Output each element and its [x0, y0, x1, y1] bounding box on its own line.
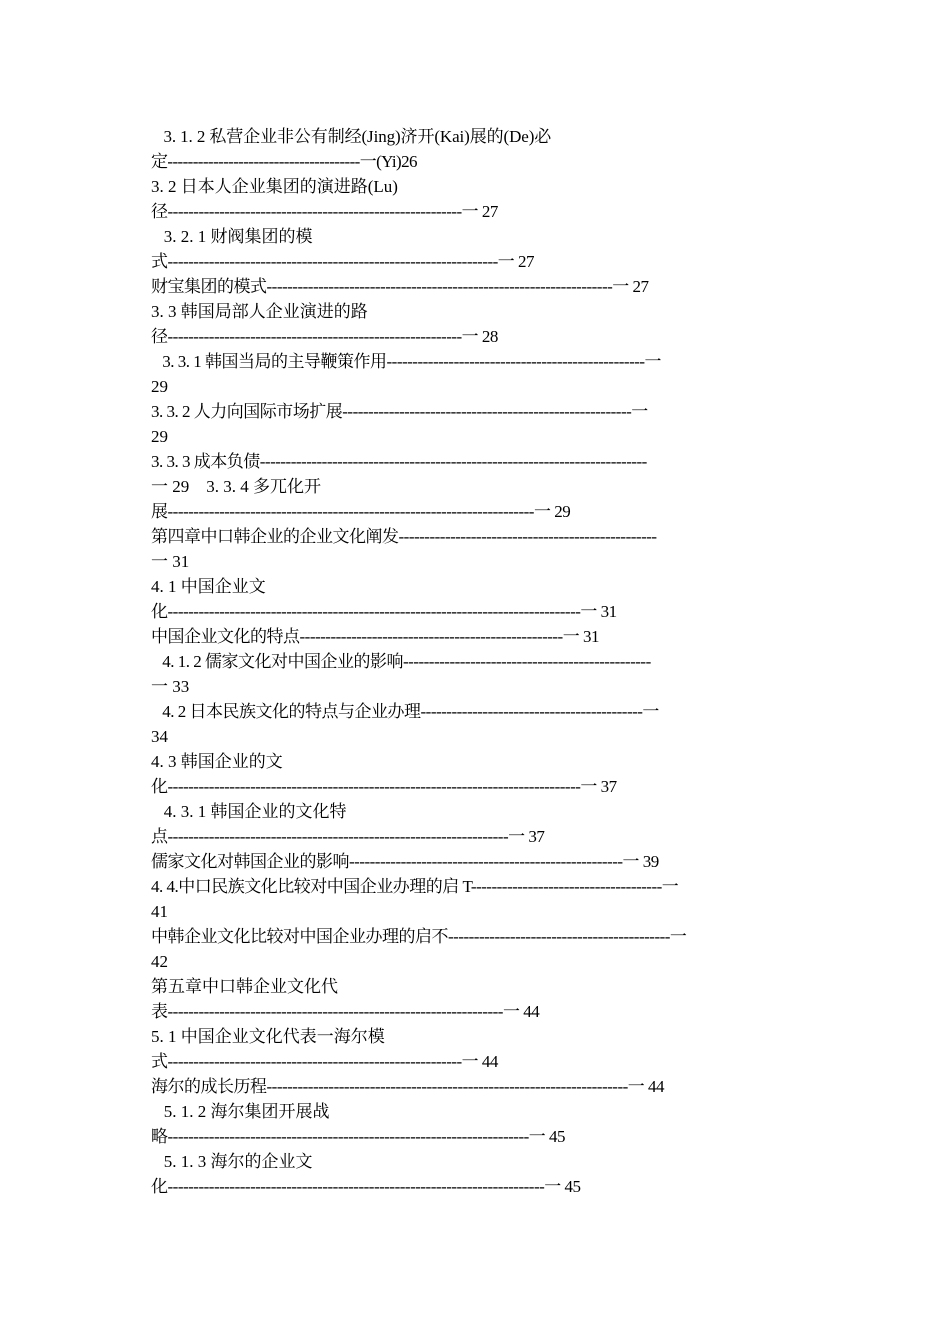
toc-line: 3. 3. 3 成本负债---------------------------------------------------------------------------	[151, 452, 647, 471]
toc-line: 5. 1 中国企业文化代表一海尔模	[151, 1027, 385, 1046]
toc-line: 财宝集团的模式-------------------------------------------------------------------一 27	[151, 277, 649, 296]
toc-line: 3. 1. 2 私营企业非公有制经(Jing)济开(Kai)展的(De)必	[151, 127, 552, 146]
toc-line: 化--------------------------------------------------------------------------------一 37	[151, 777, 617, 796]
toc-line: 4. 3 韩国企业的文	[151, 752, 283, 771]
toc-line: 4. 1 中国企业文	[151, 577, 266, 596]
toc-line: 表-----------------------------------------------------------------一 44	[151, 1002, 540, 1021]
toc-line: 略----------------------------------------------------------------------一 45	[151, 1127, 566, 1146]
toc-line: 儒家文化对韩国企业的影响-----------------------------------------------------一 39	[151, 852, 659, 871]
toc-line: 第五章中口韩企业文化代	[151, 977, 338, 996]
toc-line: 41	[151, 902, 168, 921]
toc-line: 化-------------------------------------------------------------------------一 45	[151, 1177, 581, 1196]
toc-line: 一 31	[151, 552, 190, 571]
toc-line: 径---------------------------------------------------------一 27	[151, 202, 498, 221]
toc-line: 4. 1. 2 儒家文化对中国企业的影响------------------------------------------------	[151, 652, 651, 671]
toc-line: 展-----------------------------------------------------------------------一 29	[151, 502, 571, 521]
toc-line: 点------------------------------------------------------------------一 37	[151, 827, 545, 846]
toc-line: 一 29 3. 3. 4 多兀化开	[151, 477, 321, 496]
toc-line: 海尔的成长历程----------------------------------------------------------------------一 44	[151, 1077, 665, 1096]
toc-line: 3. 3 韩国局部人企业演进的路	[151, 302, 368, 321]
toc-line: 29	[151, 377, 168, 396]
toc-line: 式----------------------------------------------------------------一 27	[151, 252, 535, 271]
toc-line: 中韩企业文化比较对中国企业办理的启不-------------------------------------------一	[151, 927, 687, 946]
toc-line: 3. 3. 2 人力向国际市场扩展--------------------------------------------------------一	[151, 402, 648, 421]
toc-line: 径---------------------------------------------------------一 28	[151, 327, 498, 346]
toc-line: 29	[151, 427, 168, 446]
toc-line: 3. 3. 1 韩国当局的主导鞭策作用--------------------------------------------------一	[151, 352, 662, 371]
toc-line: 化--------------------------------------------------------------------------------一 31	[151, 602, 617, 621]
toc-line: 式---------------------------------------------------------一 44	[151, 1052, 498, 1071]
toc-line: 4. 2 日本民族文化的特点与企业办理-------------------------------------------一	[151, 702, 659, 721]
toc-line: 一 33	[151, 677, 190, 696]
toc-line: 定--------------------------------------一(Yi)26	[151, 152, 417, 171]
toc-line: 第四章中口韩企业的企业文化阐发--------------------------------------------------	[151, 527, 657, 546]
toc-line: 3. 2 日本人企业集团的演进路(Lu)	[151, 177, 398, 196]
toc-line: 5. 1. 3 海尔的企业文	[151, 1152, 313, 1171]
toc-line: 34	[151, 727, 168, 746]
toc-line: 4. 4.中口民族文化比较对中国企业办理的启 T-------------------------------------一	[151, 877, 679, 896]
toc-line: 3. 2. 1 财阀集团的模	[151, 227, 313, 246]
toc-line: 4. 3. 1 韩国企业的文化特	[151, 802, 347, 821]
toc-line: 42	[151, 952, 168, 971]
toc-line: 5. 1. 2 海尔集团开展战	[151, 1102, 330, 1121]
toc-line: 中国企业文化的特点---------------------------------------------------一 31	[151, 627, 599, 646]
